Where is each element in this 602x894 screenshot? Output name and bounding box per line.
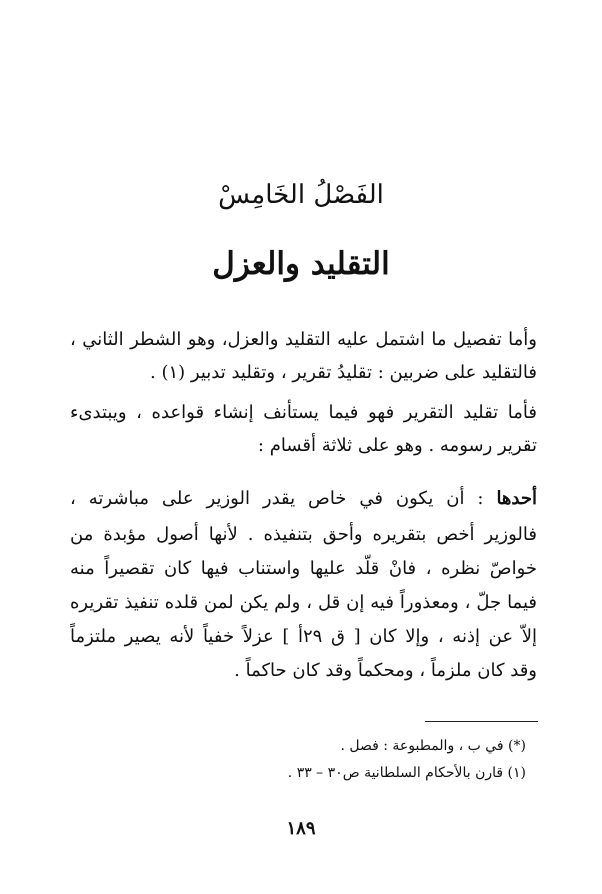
paragraph-line: خواصّ نظره ، فانْ قلّد عليها واستناب فيها كان تقصيراً منه	[70, 558, 537, 579]
paragraph-1	[70, 325, 537, 385]
chapter-title: التقليد والعزل	[212, 246, 390, 282]
page-number: ١٨٩	[286, 818, 316, 839]
paragraph-line: فالتقليد على ضربين : تقليدُ تقرير ، وتقليد تدبير (١) .	[150, 362, 537, 383]
paragraph-line: وقد كان ملزماً ، ومحكماً وقد كان حاكماً .	[234, 660, 537, 681]
paragraph-line: فأما تقليد التقرير فهو فيما يستأنف إنشاء قواعده ، ويبتدىء	[70, 402, 537, 423]
footnote-divider	[425, 721, 538, 722]
paragraph-line: وأما تفصيل ما اشتمل عليه التقليد والعزل، وهو الشطر الثاني ،	[70, 329, 537, 350]
paragraph-3	[70, 484, 537, 694]
paragraph-2	[70, 398, 537, 458]
paragraph-lead-word: أحدها	[496, 488, 537, 509]
footnote: (*) في ب ، والمطبوعة : فصل .	[340, 738, 526, 754]
paragraph-line-text: : أن يكون في خاص يقدر الوزير على مباشرته ،	[70, 488, 497, 509]
paragraph-line: فالوزير أخص بتقريره وأحق بتنفيذه . لأنها أصول مؤبدة من	[70, 524, 537, 545]
chapter-heading: الفَصْلُ الخَامِسْ	[218, 180, 384, 210]
paragraph-line	[70, 484, 537, 514]
paragraph-line: إلاّ عن إذنه ، وإلا كان [ ق ٢٩أ ] عزلاً خفياً لأنه يصير ملتزماً	[70, 626, 537, 647]
footnote: (١) قارن بالأحكام السلطانية ص٣٠ – ٣٣ .	[287, 765, 526, 781]
paragraph-line: فيما جلّ ، ومعذوراً فيه إن قل ، ولم يكن لمن قلده تنفيذ تقريره	[70, 592, 537, 613]
paragraph-line: تقرير رسومه . وهو على ثلاثة أقسام :	[257, 435, 537, 456]
